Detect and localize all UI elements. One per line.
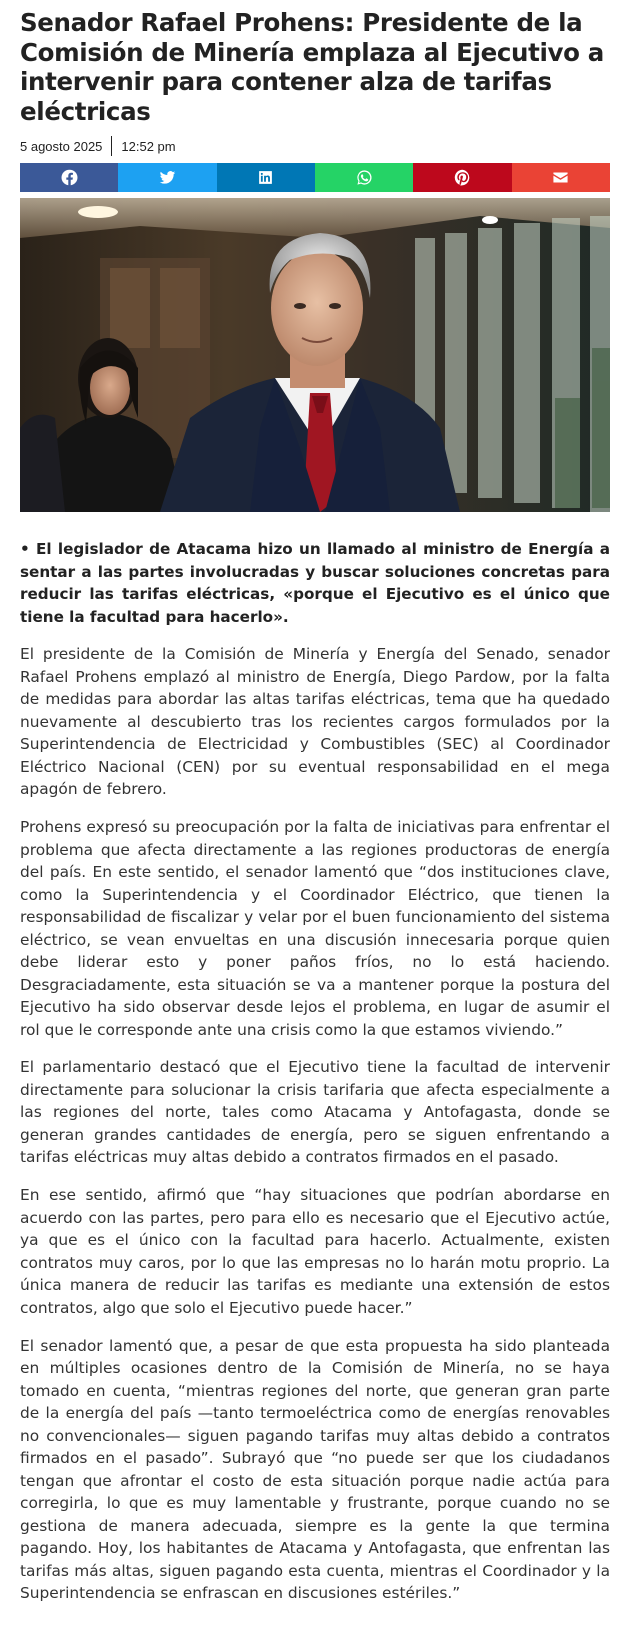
publish-time: 12:52 pm	[121, 138, 176, 154]
share-bar	[20, 163, 610, 192]
linkedin-icon	[257, 169, 274, 186]
share-pinterest-button[interactable]	[413, 163, 511, 192]
article-lead: • El legislador de Atacama hizo un llamado al ministro de Energía a sentar a las partes involucradas y buscar soluciones concretas para reducir las tarifas eléctricas, «porque el Ejecutivo es el único que tiene la facultad para hacerlo».	[20, 540, 610, 626]
twitter-icon	[159, 169, 176, 186]
whatsapp-icon	[356, 169, 373, 186]
article-paragraph: El presidente de la Comisión de Minería y Energía del Senado, senador Rafael Prohens emplazó al ministro de Energía, Diego Pardow, por la falta de medidas para abordar las altas tarifas eléctricas, tema que ha quedado nuevamente al descubierto tras los recientes cargos formulados por la Superintendencia de Electricidad y Combustibles (SEC) al Coordinador Eléctrico Nacional (CEN) por su eventual responsabilidad en el mega apagón de febrero.	[20, 645, 610, 799]
share-email-button[interactable]	[512, 163, 610, 192]
meta-divider	[111, 136, 112, 156]
publish-date: 5 agosto 2025	[20, 138, 103, 154]
share-facebook-button[interactable]	[20, 163, 118, 192]
pinterest-icon	[454, 169, 471, 186]
share-twitter-button[interactable]	[118, 163, 216, 192]
facebook-icon	[61, 169, 78, 186]
envelope-icon	[552, 169, 569, 186]
article-paragraph: El senador lamentó que, a pesar de que esta propuesta ha sido planteada en múltiples ocasiones dentro de la Comisión de Minería, no se haya tomado en cuenta, “mientras regiones del norte, que generan gran parte de la energía del país —tanto termoeléctrica como de energías renovables no convencionales— siguen pagando tarifas muy altas debido a contratos firmados en el pasado”. Subrayó que “no puede ser que los ciudadanos tengan que afrontar el costo de esta situación porque nadie actúa para corregirla, lo que es muy lamentable y frustrante, porque cuando no se gestiona de manera adecuada, siempre es la gente la que termina pagando. Hoy, los habitantes de Atacama y Antofagasta, que enfrentan las tarifas más altas, siguen pagando esta cuenta, mientras el Coordinador y la Superintendencia se enfrascan en discusiones estériles.”	[20, 1336, 610, 1603]
article	[20, 0, 610, 1620]
article-photo	[20, 198, 610, 512]
article-meta	[20, 135, 610, 157]
photo-senator-in-hallway	[20, 198, 610, 512]
article-paragraph: El parlamentario destacó que el Ejecutivo tiene la facultad de intervenir directamente para solucionar la crisis tarifaria que afecta especialmente a las regiones del norte, tales como Atacama y Antofagasta, donde se generan grandes cantidades de energía, pero se siguen enfrentando a tarifas eléctricas muy altas debido a contratos firmados en el pasado.	[20, 1058, 610, 1167]
share-linkedin-button[interactable]	[217, 163, 315, 192]
article-paragraph: En ese sentido, afirmó que “hay situaciones que podrían abordarse en acuerdo con las partes, pero para ello es necesario que el Ejecutivo actúe, ya que es el único con la facultad para hacerlo. Actualmente, existen contratos muy caros, por lo que las empresas no lo harán motu proprio. La única manera de reducir las tarifas es mediante una extensión de estos contratos, algo que solo el Ejecutivo puede hacer.”	[20, 1186, 610, 1317]
article-paragraph: Prohens expresó su preocupación por la falta de iniciativas para enfrentar el problema que afecta directamente a las regiones productoras de energía del país. En este sentido, el senador lamentó que “dos instituciones clave, como la Superintendencia y el Coordinador Eléctrico, que tienen la responsabilidad de fiscalizar y velar por el buen funcionamiento del sistema eléctrico, se vean envueltas en una discusión innecesaria porque quien debe liderar esto y poner paños fríos, no lo está haciendo. Desgraciadamente, esta situación se va a mantener porque la postura del Ejecutivo ha sido observar desde lejos el problema, en lugar de asumir el rol que le corresponde ante una crisis como la que estamos viviendo.”	[20, 818, 610, 1039]
share-whatsapp-button[interactable]	[315, 163, 413, 192]
article-title: Senador Rafael Prohens: Presidente de la Comisión de Minería emplaza al Ejecutivo a intervenir para contener alza de tarifas eléctricas	[20, 8, 604, 126]
